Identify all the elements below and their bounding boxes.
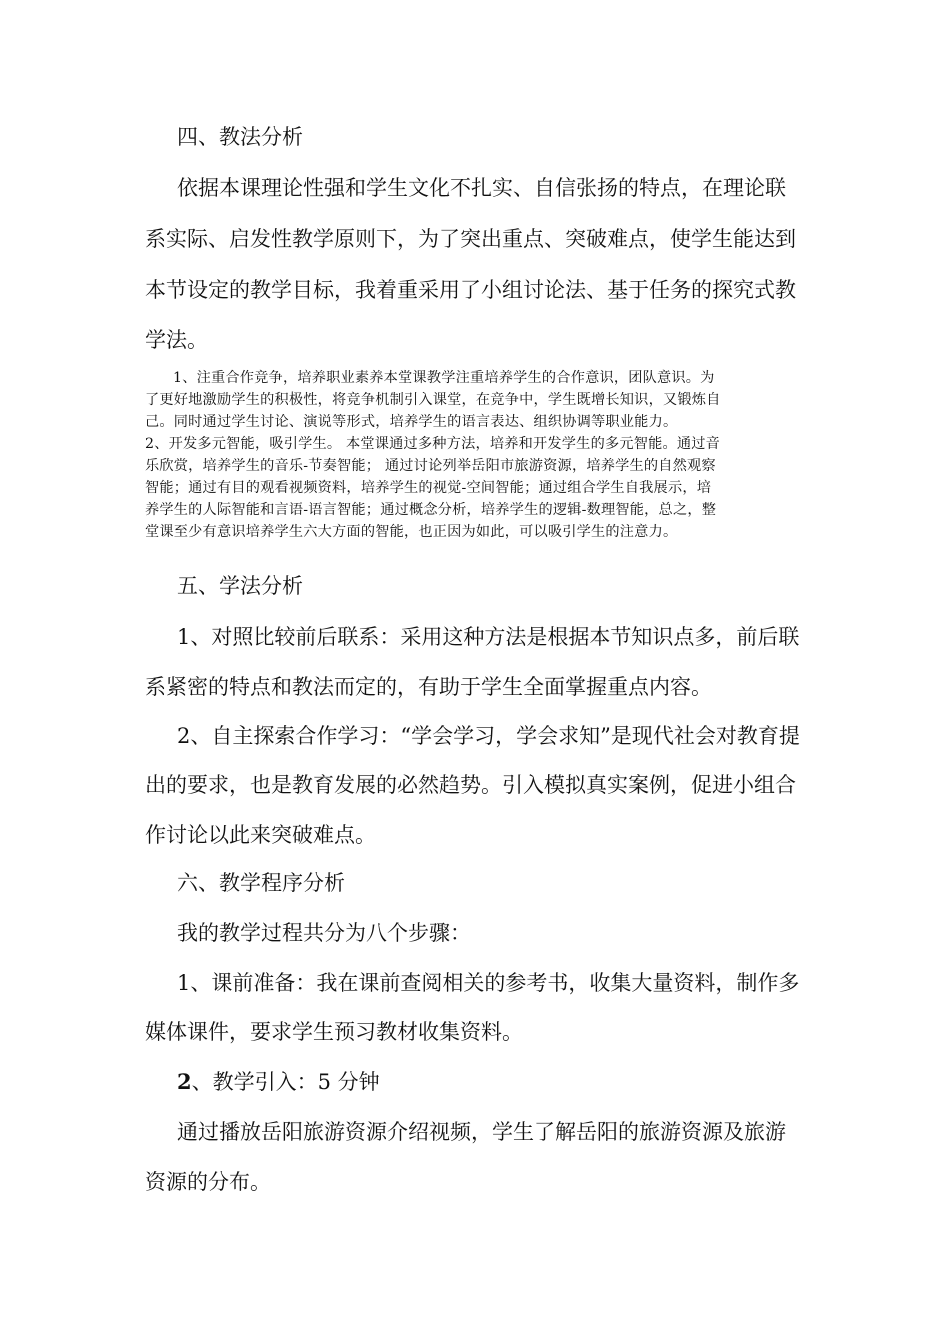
paragraph-line: 本节设定的教学目标，我着重采用了小组讨论法、基于任务的探究式教 xyxy=(145,278,796,302)
section-heading-6: 六、教学程序分析 xyxy=(177,871,345,895)
paragraph-line: 媒体课件，要求学生预习教材收集资料。 xyxy=(145,1020,523,1044)
small-text-line: 2、开发多元智能，吸引学生。 本堂课通过多种方法，培养和开发学生的多元智能。通过音 xyxy=(145,436,721,452)
step-number: 2 xyxy=(177,1069,192,1094)
small-text-line: 乐欣赏，培养学生的音乐-节奏智能； 通过讨论列举岳阳市旅游资源，培养学生的自然观察 xyxy=(145,458,716,474)
paragraph-line: 2、自主探索合作学习：“学会学习，学会求知”是现代社会对教育提 xyxy=(177,724,800,748)
small-text-line: 己。同时通过学生讨论、演说等形式，培养学生的语言表达、组织协调等职业能力。 xyxy=(145,414,678,430)
section-heading-5: 五、学法分析 xyxy=(177,574,303,598)
paragraph-line: 1、课前准备：我在课前查阅相关的参考书，收集大量资料，制作多 xyxy=(177,971,800,995)
paragraph-line: 学法。 xyxy=(145,328,208,352)
small-text-line: 堂课至少有意识培养学生六大方面的智能，也正因为如此，可以吸引学生的注意力。 xyxy=(145,524,678,540)
section-heading-4: 四、教法分析 xyxy=(177,125,303,149)
paragraph-line: 系实际、启发性教学原则下，为了突出重点、突破难点，使学生能达到 xyxy=(145,227,796,251)
paragraph-line: 系紧密的特点和教法而定的，有助于学生全面掌握重点内容。 xyxy=(145,675,712,699)
paragraph-line: 依据本课理论性强和学生文化不扎实、自信张扬的特点，在理论联 xyxy=(177,176,786,200)
small-text-line: 1、注重合作竞争，培养职业素养本堂课教学注重培养学生的合作意识，团队意识。为 xyxy=(173,370,715,386)
small-text-line: 养学生的人际智能和言语-语言智能；通过概念分析，培养学生的逻辑-数理智能，总之，整 xyxy=(145,502,717,518)
paragraph-line: 我的教学过程共分为八个步骤： xyxy=(177,921,471,945)
small-text-line: 了更好地激励学生的积极性，将竞争机制引入课堂，在竞争中，学生既增长知识，又锻炼自 xyxy=(145,392,721,408)
paragraph-line: 通过播放岳阳旅游资源介绍视频，学生了解岳阳的旅游资源及旅游 xyxy=(177,1120,786,1144)
paragraph-line: 作讨论以此来突破难点。 xyxy=(145,823,376,847)
step-heading xyxy=(177,1070,380,1094)
small-text-line: 智能；通过有目的观看视频资料，培养学生的视觉-空间智能；通过组合学生自我展示，培 xyxy=(145,480,712,496)
paragraph-line: 1、对照比较前后联系：采用这种方法是根据本节知识点多，前后联 xyxy=(177,625,800,649)
step-title: 、教学引入：5 分钟 xyxy=(191,1070,380,1094)
paragraph-line: 资源的分布。 xyxy=(145,1170,271,1194)
paragraph-line: 出的要求，也是教育发展的必然趋势。引入模拟真实案例，促进小组合 xyxy=(145,773,796,797)
